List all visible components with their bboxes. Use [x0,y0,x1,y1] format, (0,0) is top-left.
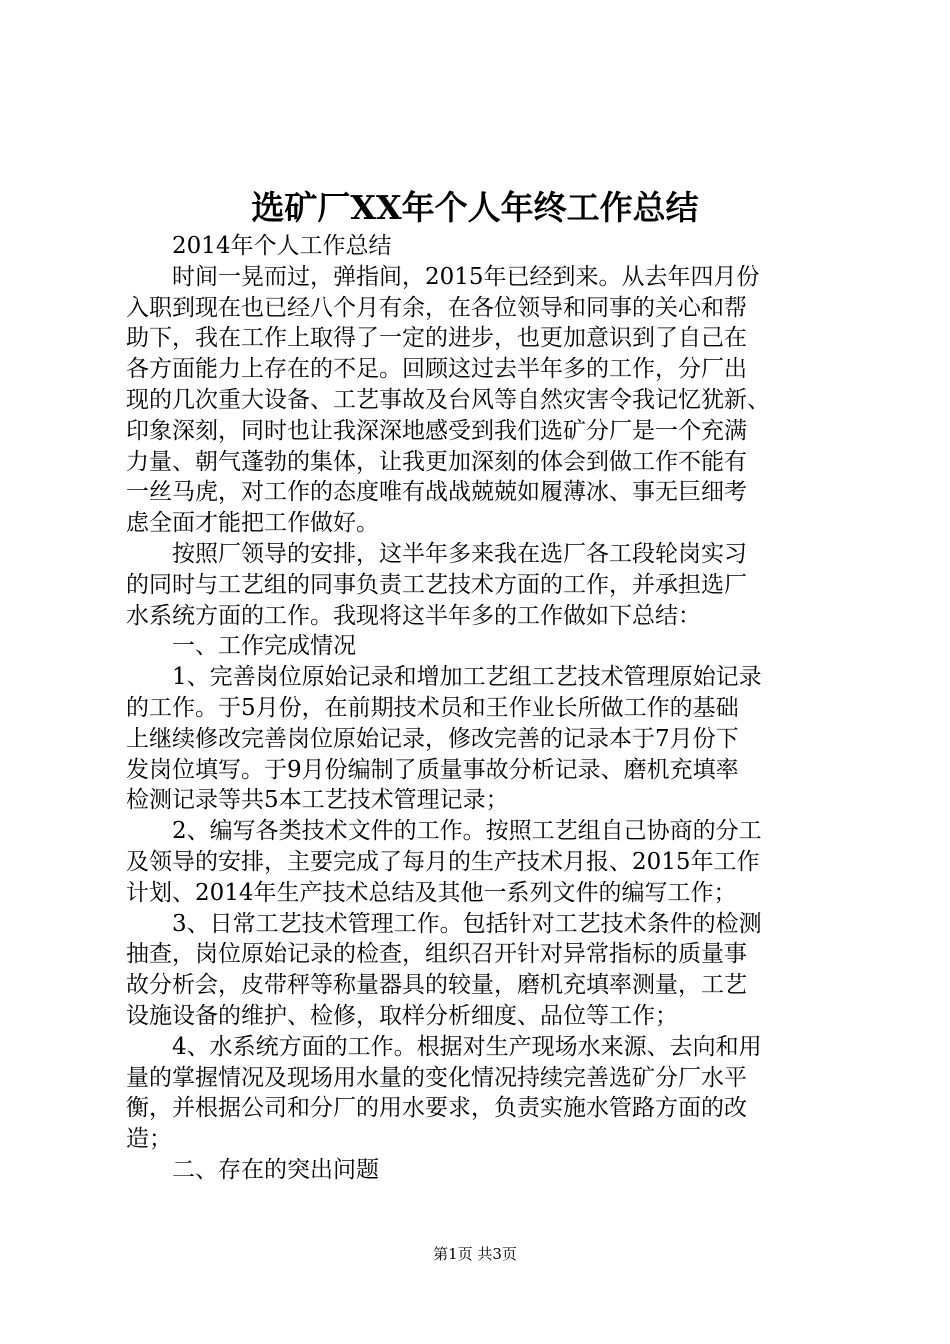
text-line: 计划、2014年生产技术总结及其他一系列文件的编写工作； [126,879,737,906]
text-line: 各方面能力上存在的不足。回顾这过去半年多的工作，分厂出 [126,356,747,383]
text-line: 印象深刻，同时也让我深深地感受到我们选矿分厂是一个充满 [126,417,747,444]
text-line: 助下，我在工作上取得了一定的进步，也更加意识到了自己在 [126,325,747,352]
text-line: 现的几次重大设备、工艺事故及台风等自然灾害令我记忆犹新、 [126,387,770,413]
text-line: 检测记录等共5本工艺技术管理记录； [126,787,509,814]
text-line: 抽查，岗位原始记录的检查，组织召开针对异常指标的质量事 [126,941,747,968]
text-line: 虑全面才能把工作做好。 [126,510,379,537]
text-line: 及领导的安排，主要完成了每月的生产技术月报、2015年工作 [126,849,760,875]
text-line: 时间一晃而过，弹指间，2015年已经到来。从去年四月份 [126,263,760,290]
text-line: 量的掌握情况及现场用水量的变化情况持续完善选矿分厂水平 [126,1064,747,1091]
page-footer: 第1页 共3页 [433,1245,517,1263]
text-line: 2、编写各类技术文件的工作。按照工艺组自己协商的分工 [126,818,762,845]
text-line: 入职到现在也已经八个月有余，在各位领导和同事的关心和帮 [126,294,747,321]
text-line: 上继续修改完善岗位原始记录，修改完善的记录本于7月份下 [126,725,739,752]
text-line: 故分析会，皮带秤等称量器具的较量，磨机充填率测量，工艺 [126,972,747,999]
text-line: 水系统方面的工作。我现将这半年多的工作做如下总结： [126,602,701,629]
text-line: 造； [126,1126,172,1153]
text-line: 的工作。于5月份，在前期技术员和王作业长所做工作的基础 [126,695,739,721]
text-line: 按照厂领导的安排，这半年多来我在选厂各工段轮岗实习 [126,541,747,567]
text-line: 1、完善岗位原始记录和增加工艺组工艺技术管理原始记录 [126,664,762,691]
text-line: 4、水系统方面的工作。根据对生产现场水来源、去向和用 [126,1033,762,1060]
text-line: 力量、朝气蓬勃的集体，让我更加深刻的体会到做工作不能有 [126,448,747,475]
text-line: 设施设备的维护、检修，取样分析细度、品位等工作； [126,1003,678,1029]
text-line: 的同时与工艺组的同事负责工艺技术方面的工作，并承担选厂 [126,571,747,598]
text-line: 衡，并根据公司和分厂的用水要求，负责实施水管路方面的改 [126,1095,747,1122]
text-line: 一、工作完成情况 [126,633,356,660]
text-line: 一丝马虎，对工作的态度唯有战战兢兢如履薄冰、事无巨细考 [126,479,747,506]
text-line: 发岗位填写。于9月份编制了质量事故分析记录、磨机充填率 [126,756,739,783]
document-title: 选矿厂XX年个人年终工作总结 [251,188,699,227]
text-line: 2014年个人工作总结 [126,233,392,259]
text-line: 二、存在的突出问题 [126,1157,379,1183]
text-line: 3、日常工艺技术管理工作。包括针对工艺技术条件的检测 [126,910,762,937]
